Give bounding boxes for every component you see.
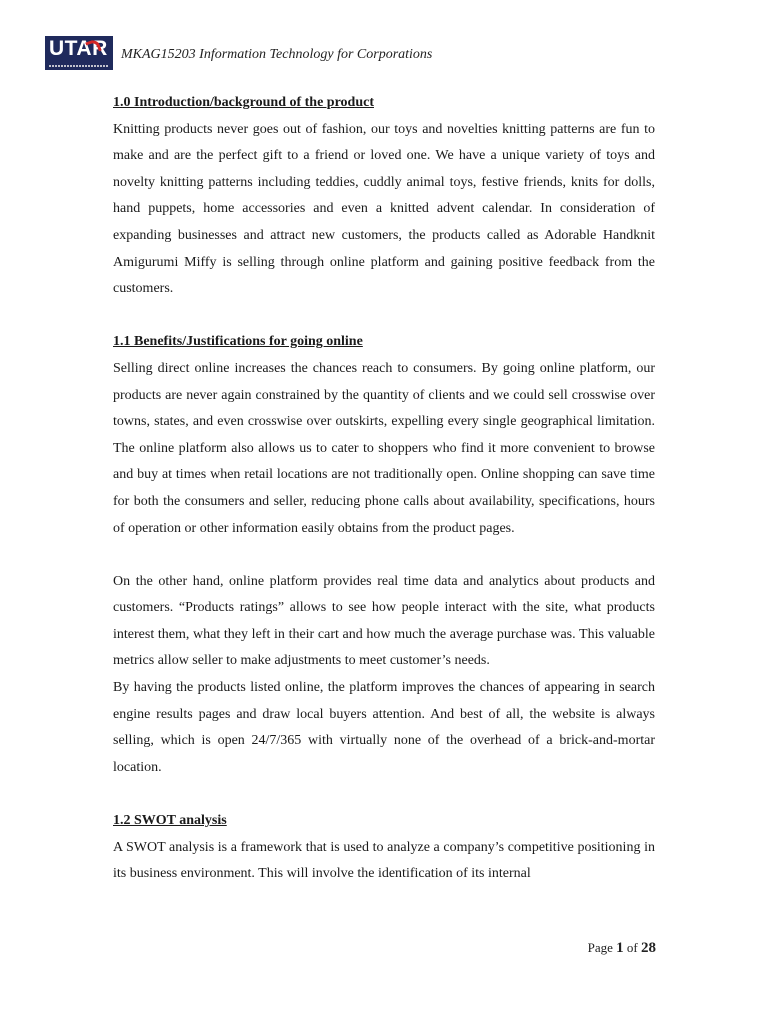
benefits-paragraph-1: Selling direct online increases the chances reach to consumers. By going online platform, our products are never again constrained by the quantity of clients and we could sell crosswise over towns, states, and even crosswise over outskirts, expelling every single geographical limitation. The online platform also allows us to cater to shoppers who find it more convenient to browse and buy at times when retail locations are not traditionally open. Online shopping can save time for both the consumers and seller, reducing phone calls about availability, specifications, hours of operation or other information easily obtains from the product pages.: [113, 360, 655, 536]
spacer: [113, 781, 655, 808]
swot-paragraph: A SWOT analysis is a framework that is used to analyze a company’s competitive positioning in its business environment. This will involve the identification of its internal: [113, 839, 655, 882]
logo-text: UTAR: [49, 37, 108, 60]
benefits-paragraph-2: On the other hand, online platform provides real time data and analytics about products and customers. “Products ratings” allows to see how people interact with the site, what products interest them, what they left in their cart and how much the average purchase was. This valuable metrics allow seller to make adjustments to meet customer’s needs.: [113, 573, 655, 669]
section-heading-intro: 1.0 Introduction/background of the product: [113, 95, 374, 110]
of-label: of: [626, 940, 638, 955]
document-body: [113, 90, 655, 888]
spacer: [113, 542, 655, 569]
page-label: Page: [587, 940, 613, 955]
spacer: [113, 303, 655, 330]
section-heading-swot: 1.2 SWOT analysis: [113, 813, 227, 829]
utar-logo: [45, 36, 113, 70]
logo-subtitle-strip: [49, 65, 109, 67]
course-title: MKAG15203 Information Technology for Corporations: [121, 47, 433, 62]
page-header: [45, 35, 665, 71]
intro-paragraph: Knitting products never goes out of fashion, our toys and novelties knitting patterns are fun to make and are the perfect gift to a friend or loved one. We have a unique variety of toys and novelty knitting patterns including teddies, cuddly animal toys, festive friends, knits for dolls, hand puppets, home accessories and even a knitted advent calendar. In consideration of expanding businesses and attract new customers, the products called as Adorable Handknit Amigurumi Miffy is selling through online platform and gaining positive feedback from the customers.: [113, 121, 655, 297]
page-number: 1: [616, 940, 624, 956]
section-heading-benefits: 1.1 Benefits/Justifications for going online: [113, 334, 363, 350]
total-pages: 28: [641, 940, 656, 956]
page-footer: [588, 940, 656, 957]
benefits-paragraph-3: By having the products listed online, the platform improves the chances of appearing in search engine results pages and draw local buyers attention. And best of all, the website is always selling, which is open 24/7/365 with virtually none of the overhead of a brick-and-mortar location.: [113, 680, 655, 775]
